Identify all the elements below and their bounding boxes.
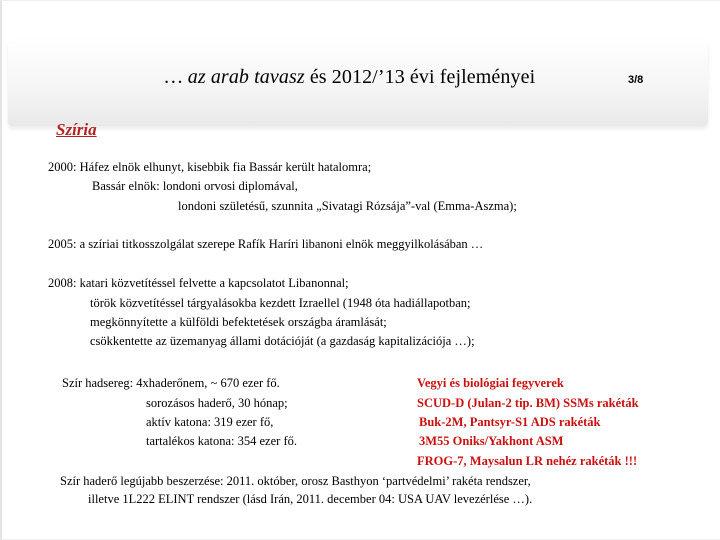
weapons-title: Vegyi és biológiai fegyverek <box>417 376 564 390</box>
text-2008-line2: török közvetítéssel tárgyalásokba kezdett Izraellel (1948 óta hadiállapotban; <box>90 296 471 310</box>
procurement-line1: Szír haderő legújabb beszerzése: 2011. október, orosz Basthyon ‘partvédelmi’ rakéta rendszer, <box>60 474 531 488</box>
army-line1: Szír hadsereg: 4xhaderőnem, ~ 670 ezer fő. <box>62 376 280 390</box>
weapons-line3: 3M55 Oniks/Yakhont ASM <box>419 434 564 448</box>
weapons-line1: SCUD-D (Julan-2 tip. BM) SSMs rakéták <box>417 396 639 410</box>
weapons-line4: FROG-7, Maysalun LR nehéz rakéták !!! <box>417 454 638 468</box>
weapons-line2: Buk-2M, Pantsyr-S1 ADS rakéták <box>419 415 601 429</box>
army-line3: aktív katona: 319 ezer fő, <box>146 415 274 429</box>
section-title: Szíria <box>56 120 97 139</box>
text-2008-line1: 2008: katari közvetítéssel felvette a kapcsolatot Libanonnal; <box>48 276 349 290</box>
army-line4: tartalékos katona: 354 ezer fő. <box>146 434 297 448</box>
text-2008-line3: megkönnyítette a külföldi befektetések országba áramlását; <box>90 315 387 329</box>
procurement-line2: illetve 1L222 ELINT rendszer (lásd Irán, 2011. december 04: USA UAV levezérlése …). <box>88 492 533 506</box>
slide-title: … az arab tavasz és 2012/’13 évi fejleményei <box>164 66 536 88</box>
text-2000-line3: londoni születésű, szunnita „Sivatagi Rózsája”-val (Emma-Aszma); <box>178 199 517 213</box>
text-2000-line2: Bassár elnök: londoni orvosi diplomával, <box>92 179 298 193</box>
text-2005-line1: 2005: a szíriai titkosszolgálat szerepe Rafík Haríri libanoni elnök meggyilkolásában … <box>48 237 484 251</box>
army-line2: sorozásos haderő, 30 hónap; <box>146 396 288 410</box>
text-2000-line1: 2000: Háfez elnök elhunyt, kisebbik fia Bassár került hatalomra; <box>48 160 372 174</box>
page-number: 3/8 <box>628 74 644 86</box>
text-2008-line4: csökkentette az üzemanyag állami dotációját (a gazdaság kapitalizációja …); <box>90 334 475 348</box>
